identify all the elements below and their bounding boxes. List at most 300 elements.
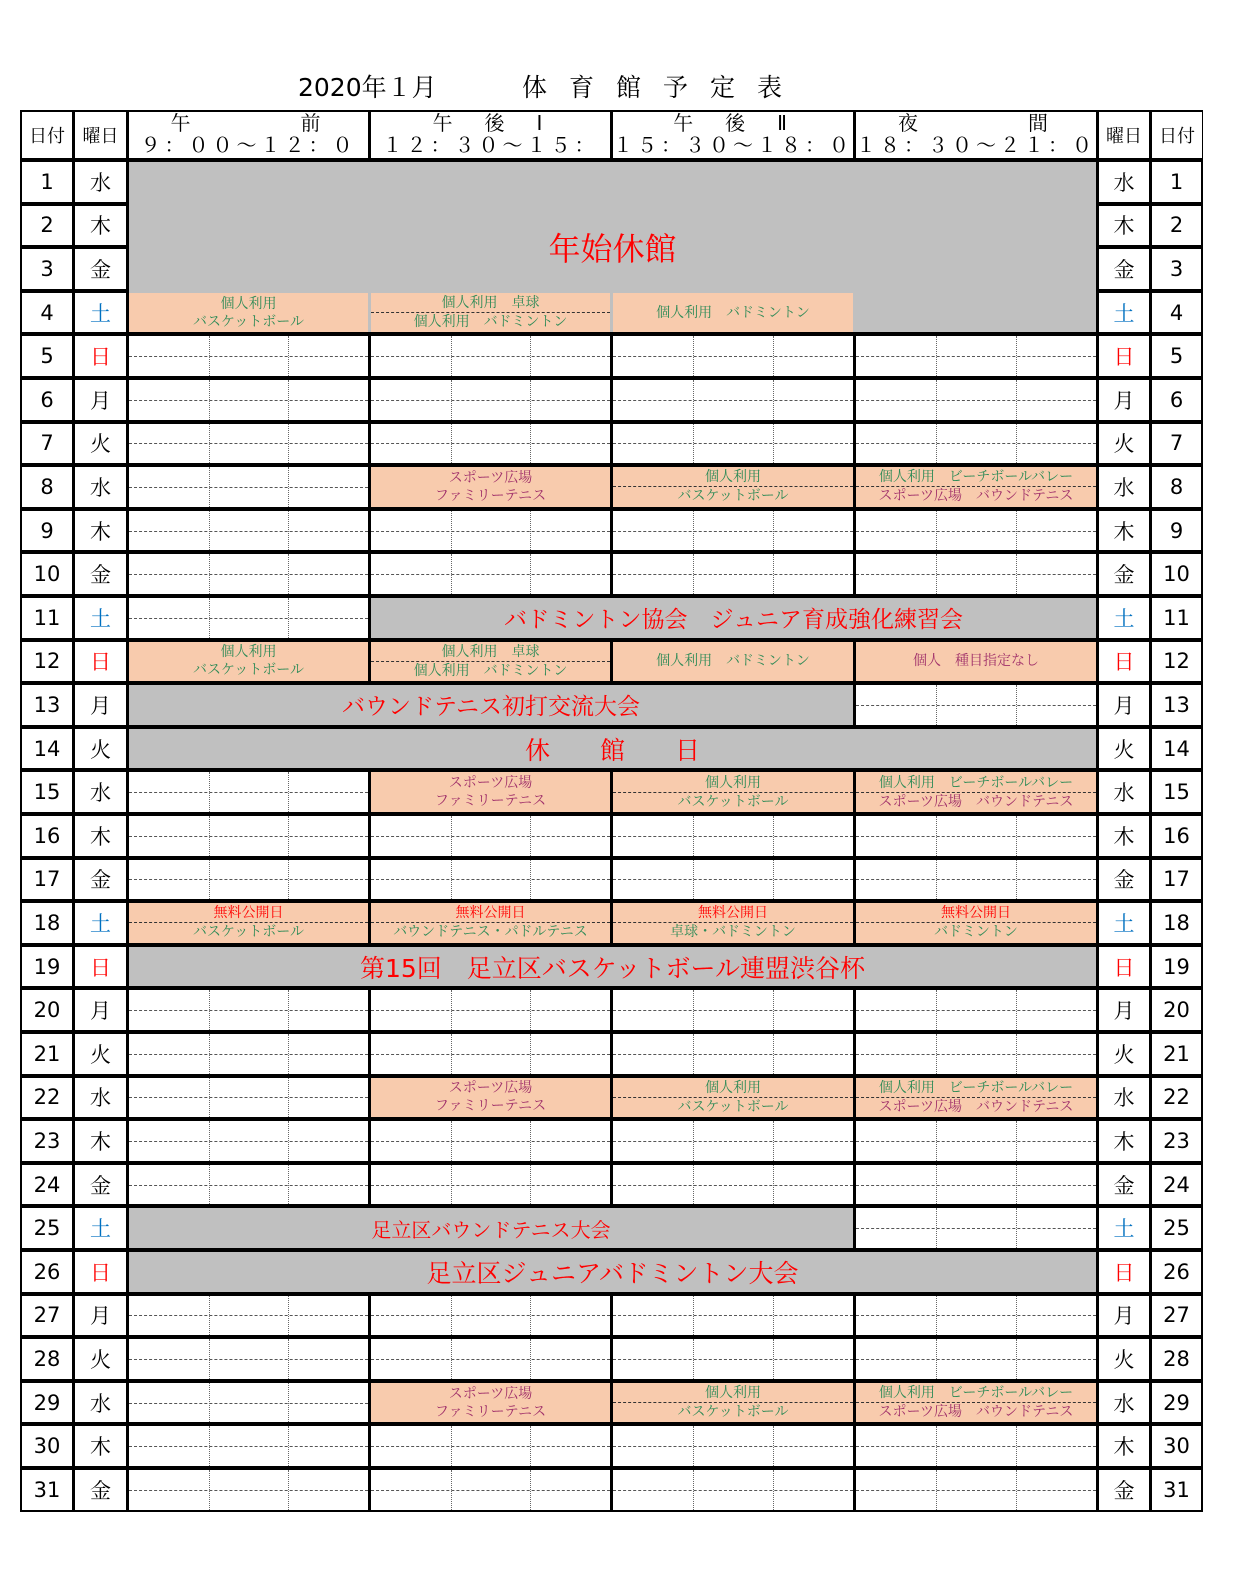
empty-slot [613, 990, 853, 1030]
slot-divider [371, 531, 610, 532]
day-of-week: 日 [75, 336, 126, 376]
day-of-week-right: 水 [1099, 162, 1149, 202]
empty-slot [613, 1121, 853, 1161]
slot-subdivider [451, 1339, 452, 1379]
slot-subdivider [451, 1165, 452, 1205]
empty-slot [129, 1121, 368, 1161]
day-of-week-right: 月 [1099, 990, 1149, 1030]
slot-subdivider [773, 990, 774, 1030]
empty-slot [129, 380, 368, 420]
slot-subdivider [209, 1296, 210, 1336]
slot-divider [371, 1141, 610, 1142]
slot-divider [613, 1315, 853, 1316]
slot-subdivider [1016, 990, 1017, 1030]
slot-subdivider [209, 467, 210, 507]
empty-slot [371, 1034, 610, 1074]
slot-divider [856, 1185, 1096, 1186]
slot-subdivider [1016, 511, 1017, 551]
empty-slot [856, 816, 1096, 856]
slot-divider [856, 531, 1096, 532]
slot-divider [129, 1359, 368, 1360]
slot-subdivider [773, 511, 774, 551]
day-number-right: 28 [1152, 1339, 1201, 1379]
event-text: 卓球・バドミントン [670, 924, 796, 941]
empty-slot [129, 336, 368, 376]
slot-subdivider [936, 816, 937, 856]
slot-divider [613, 1141, 853, 1142]
slot-subdivider [451, 1426, 452, 1466]
slot-subdivider [1016, 380, 1017, 420]
slot-time: １５：３０～１８：０ [613, 133, 853, 157]
slot-subdivider [693, 860, 694, 900]
day-of-week: 月 [75, 380, 126, 420]
slot-divider [129, 400, 368, 401]
day-number-right: 27 [1152, 1296, 1201, 1336]
header-slot-2 [371, 112, 610, 158]
slot-subdivider [288, 1383, 289, 1423]
event-text: スポーツ広場 [448, 1080, 533, 1097]
day-of-week: 土 [75, 598, 126, 638]
slot-subdivider [1016, 1121, 1017, 1161]
event-block: 年始休館 [129, 162, 1096, 332]
event-text: バウンドテニス・パドルテニス [393, 924, 588, 941]
day-number-right: 1 [1152, 162, 1201, 202]
empty-slot [856, 1339, 1096, 1379]
slot-subdivider [693, 990, 694, 1030]
day-of-week-right: 木 [1099, 816, 1149, 856]
slot-subdivider [288, 1339, 289, 1379]
slot-subdivider [936, 1034, 937, 1074]
empty-slot [371, 860, 610, 900]
slot-divider [856, 1490, 1096, 1491]
slot-subdivider [209, 860, 210, 900]
day-of-week-right: 月 [1099, 1296, 1149, 1336]
slot-subdivider [936, 554, 937, 594]
slot-subdivider [209, 1426, 210, 1466]
event-text: 個人利用 卓球 [371, 294, 610, 313]
day-of-week: 日 [75, 947, 126, 987]
event-slot [371, 642, 610, 682]
event-text: 個人利用 バドミントン [413, 662, 568, 679]
day-number: 3 [22, 249, 72, 289]
slot-subdivider [773, 554, 774, 594]
event-block: 足立区ジュニアバドミントン大会 [129, 1252, 1096, 1292]
slot-subdivider [288, 1034, 289, 1074]
slot-subdivider [451, 860, 452, 900]
day-number: 26 [22, 1252, 72, 1292]
empty-slot [856, 1426, 1096, 1466]
slot-subdivider [936, 1208, 937, 1248]
slot-divider [856, 1359, 1096, 1360]
event-slot [129, 642, 368, 682]
slot-subdivider [209, 1470, 210, 1510]
event-text: バスケットボール [677, 793, 789, 810]
slot-subdivider [773, 336, 774, 376]
empty-slot [371, 336, 610, 376]
slot-divider [129, 1097, 368, 1098]
empty-slot [613, 380, 853, 420]
empty-slot [371, 1426, 610, 1466]
empty-slot [856, 1121, 1096, 1161]
day-number-right: 12 [1152, 642, 1201, 682]
day-number-right: 30 [1152, 1426, 1201, 1466]
day-number: 12 [22, 642, 72, 682]
day-number: 25 [22, 1208, 72, 1248]
slot-divider [129, 1403, 368, 1404]
slot-subdivider [209, 990, 210, 1030]
slot-divider [371, 1315, 610, 1316]
slot-subdivider [209, 336, 210, 376]
event-slot [613, 772, 853, 812]
empty-slot [129, 511, 368, 551]
day-of-week-right: 日 [1099, 1252, 1149, 1292]
event-text: バスケットボール [192, 662, 305, 679]
empty-slot [856, 990, 1096, 1030]
empty-slot [613, 1296, 853, 1336]
slot-subdivider [530, 816, 531, 856]
event-slot [129, 293, 368, 333]
event-slot [613, 467, 853, 507]
slot-divider [371, 1010, 610, 1011]
slot-subdivider [1016, 816, 1017, 856]
day-number: 20 [22, 990, 72, 1030]
event-text: 無料公開日 [856, 904, 1096, 923]
slot-divider [371, 836, 610, 837]
day-of-week: 火 [75, 1339, 126, 1379]
day-number-right: 25 [1152, 1208, 1201, 1248]
day-number-right: 4 [1152, 293, 1201, 333]
slot-divider [129, 1490, 368, 1491]
slot-subdivider [209, 1339, 210, 1379]
event-slot [856, 1383, 1096, 1423]
slot-divider [613, 1359, 853, 1360]
empty-slot [613, 424, 853, 464]
day-of-week-right: 日 [1099, 336, 1149, 376]
day-of-week-right: 水 [1099, 467, 1149, 507]
day-number-right: 10 [1152, 554, 1201, 594]
slot-divider [129, 1315, 368, 1316]
day-of-week-right: 金 [1099, 554, 1149, 594]
header-date-right: 日付 [1152, 112, 1202, 158]
slot-subdivider [451, 424, 452, 464]
day-of-week: 木 [75, 511, 126, 551]
empty-slot [613, 1034, 853, 1074]
event-text: スポーツ広場 [448, 1385, 533, 1402]
slot-subdivider [773, 1034, 774, 1074]
slot-subdivider [936, 424, 937, 464]
day-number-right: 3 [1152, 249, 1201, 289]
slot-subdivider [451, 1121, 452, 1161]
empty-slot [371, 1339, 610, 1379]
empty-slot [129, 1426, 368, 1466]
slot-divider [856, 879, 1096, 880]
day-number: 30 [22, 1426, 72, 1466]
slot-divider [856, 1141, 1096, 1142]
day-of-week: 水 [75, 467, 126, 507]
day-number: 24 [22, 1165, 72, 1205]
slot-subdivider [209, 816, 210, 856]
slot-subdivider [936, 860, 937, 900]
empty-slot [856, 554, 1096, 594]
event-text: バスケットボール [677, 1404, 789, 1421]
day-number-right: 16 [1152, 816, 1201, 856]
slot-divider [129, 356, 368, 357]
slot-subdivider [530, 1470, 531, 1510]
day-number-right: 19 [1152, 947, 1201, 987]
slot-subdivider [530, 990, 531, 1030]
event-slot [856, 467, 1096, 507]
empty-slot [613, 1165, 853, 1205]
slot-subdivider [530, 1296, 531, 1336]
slot-divider [129, 1010, 368, 1011]
empty-slot [129, 1296, 368, 1336]
slot-subdivider [530, 1121, 531, 1161]
day-of-week: 水 [75, 162, 126, 202]
event-block: バウンドテニス初打交流大会 [129, 685, 853, 725]
day-of-week: 土 [75, 903, 126, 943]
slot-time: １８：３０～２１：０ [856, 133, 1096, 157]
slot-subdivider [693, 1470, 694, 1510]
slot-name: 午 後 Ⅰ [432, 111, 549, 135]
slot-subdivider [451, 1034, 452, 1074]
day-of-week: 月 [75, 685, 126, 725]
slot-subdivider [693, 1426, 694, 1466]
event-slot [371, 772, 610, 812]
slot-divider [371, 1185, 610, 1186]
slot-subdivider [530, 860, 531, 900]
slot-subdivider [693, 1165, 694, 1205]
day-of-week: 木 [75, 206, 126, 246]
slot-subdivider [773, 816, 774, 856]
slot-divider [856, 443, 1096, 444]
day-number-right: 18 [1152, 903, 1201, 943]
day-of-week-right: 土 [1099, 598, 1149, 638]
day-number: 11 [22, 598, 72, 638]
event-text: バスケットボール [677, 488, 789, 505]
empty-slot [129, 554, 368, 594]
slot-divider [856, 1446, 1096, 1447]
day-number: 19 [22, 947, 72, 987]
slot-subdivider [1016, 685, 1017, 725]
empty-slot [856, 511, 1096, 551]
day-of-week: 日 [75, 642, 126, 682]
empty-slot [371, 990, 610, 1030]
day-number-right: 22 [1152, 1078, 1201, 1118]
empty-slot [856, 1470, 1096, 1510]
slot-subdivider [1016, 1208, 1017, 1248]
day-of-week-right: 水 [1099, 1078, 1149, 1118]
slot-subdivider [288, 380, 289, 420]
slot-subdivider [693, 511, 694, 551]
slot-subdivider [451, 990, 452, 1030]
slot-divider [371, 1054, 610, 1055]
day-of-week: 水 [75, 1078, 126, 1118]
day-of-week: 火 [75, 1034, 126, 1074]
slot-subdivider [288, 1121, 289, 1161]
slot-subdivider [288, 990, 289, 1030]
event-text: 個人利用 [613, 468, 853, 487]
event-block: バドミントン協会 ジュニア育成強化練習会 [371, 598, 1096, 638]
day-number-right: 14 [1152, 729, 1201, 769]
slot-divider [613, 356, 853, 357]
slot-subdivider [209, 1034, 210, 1074]
empty-slot [613, 816, 853, 856]
slot-subdivider [451, 336, 452, 376]
day-of-week: 金 [75, 249, 126, 289]
header-slot-4 [856, 112, 1096, 158]
empty-slot [613, 1426, 853, 1466]
day-number: 27 [22, 1296, 72, 1336]
event-text: 個人利用 ビーチボールバレー [856, 774, 1096, 793]
event-text: 無料公開日 [371, 904, 610, 923]
day-number: 6 [22, 380, 72, 420]
slot-subdivider [693, 816, 694, 856]
slot-subdivider [288, 860, 289, 900]
day-number-right: 5 [1152, 336, 1201, 376]
day-number: 29 [22, 1383, 72, 1423]
slot-subdivider [1016, 1034, 1017, 1074]
day-number-right: 9 [1152, 511, 1201, 551]
slot-divider [129, 618, 368, 619]
slot-subdivider [288, 336, 289, 376]
slot-subdivider [936, 1470, 937, 1510]
day-number-right: 17 [1152, 860, 1201, 900]
day-number: 17 [22, 860, 72, 900]
day-number: 9 [22, 511, 72, 551]
slot-subdivider [209, 554, 210, 594]
title-month: 2020年１月 [298, 73, 437, 102]
slot-divider [856, 1228, 1096, 1229]
slot-divider [371, 574, 610, 575]
slot-subdivider [1016, 860, 1017, 900]
empty-slot [371, 424, 610, 464]
day-number: 8 [22, 467, 72, 507]
day-of-week-right: 土 [1099, 293, 1149, 333]
day-of-week-right: 日 [1099, 642, 1149, 682]
day-of-week-right: 金 [1099, 249, 1149, 289]
day-number-right: 15 [1152, 772, 1201, 812]
slot-subdivider [773, 1470, 774, 1510]
empty-slot [613, 1339, 853, 1379]
day-of-week: 土 [75, 1208, 126, 1248]
slot-subdivider [693, 1121, 694, 1161]
day-of-week: 土 [75, 293, 126, 333]
day-number-right: 20 [1152, 990, 1201, 1030]
day-of-week-right: 水 [1099, 1383, 1149, 1423]
empty-slot [856, 1208, 1096, 1248]
slot-divider [613, 400, 853, 401]
header-date: 日付 [22, 112, 72, 158]
slot-subdivider [209, 424, 210, 464]
slot-divider [129, 1446, 368, 1447]
empty-slot [371, 380, 610, 420]
slot-subdivider [773, 1426, 774, 1466]
slot-subdivider [1016, 336, 1017, 376]
day-number-right: 26 [1152, 1252, 1201, 1292]
event-slot [613, 1078, 853, 1118]
empty-slot [129, 1383, 368, 1423]
slot-subdivider [288, 424, 289, 464]
day-number: 16 [22, 816, 72, 856]
event-slot [856, 1078, 1096, 1118]
event-text: 個人利用 [613, 774, 853, 793]
day-number-right: 21 [1152, 1034, 1201, 1074]
day-number-right: 24 [1152, 1165, 1201, 1205]
empty-slot [856, 380, 1096, 420]
day-of-week-right: 火 [1099, 729, 1149, 769]
day-of-week-right: 月 [1099, 380, 1149, 420]
slot-name: 夜 間 [898, 111, 1054, 135]
slot-subdivider [530, 380, 531, 420]
day-of-week-right: 金 [1099, 860, 1149, 900]
slot-subdivider [530, 1426, 531, 1466]
empty-slot [371, 1165, 610, 1205]
day-number-right: 2 [1152, 206, 1201, 246]
event-slot [613, 642, 853, 682]
day-number-right: 29 [1152, 1383, 1201, 1423]
event-text: バスケットボール [192, 313, 305, 330]
day-of-week: 木 [75, 1426, 126, 1466]
slot-subdivider [936, 1339, 937, 1379]
day-of-week: 木 [75, 1121, 126, 1161]
slot-subdivider [288, 511, 289, 551]
slot-subdivider [451, 1470, 452, 1510]
day-of-week: 金 [75, 554, 126, 594]
event-text: スポーツ広場 バウンドテニス [878, 1404, 1074, 1421]
day-number: 2 [22, 206, 72, 246]
slot-divider [613, 879, 853, 880]
slot-subdivider [1016, 1470, 1017, 1510]
slot-time: １２：３０～１５： [382, 133, 599, 157]
slot-subdivider [288, 598, 289, 638]
slot-subdivider [288, 1078, 289, 1118]
day-number: 22 [22, 1078, 72, 1118]
empty-slot [613, 336, 853, 376]
slot-divider [613, 1185, 853, 1186]
slot-subdivider [288, 1165, 289, 1205]
slot-subdivider [773, 424, 774, 464]
slot-divider [856, 400, 1096, 401]
slot-subdivider [288, 467, 289, 507]
day-of-week: 月 [75, 1296, 126, 1336]
slot-subdivider [288, 1426, 289, 1466]
slot-subdivider [693, 554, 694, 594]
empty-slot [613, 511, 853, 551]
slot-subdivider [530, 336, 531, 376]
day-number-right: 31 [1152, 1470, 1201, 1510]
event-text: 個人利用 ビーチボールバレー [856, 1384, 1096, 1403]
slot-time: ９：００～１２：０ [140, 133, 357, 157]
day-of-week: 木 [75, 816, 126, 856]
slot-divider [129, 574, 368, 575]
slot-divider [371, 1446, 610, 1447]
slot-subdivider [936, 336, 937, 376]
empty-slot [129, 1165, 368, 1205]
slot-subdivider [209, 598, 210, 638]
day-of-week-right: 火 [1099, 1339, 1149, 1379]
day-number: 7 [22, 424, 72, 464]
slot-divider [129, 531, 368, 532]
event-text: ファミリーテニス [434, 487, 547, 504]
event-text: 個人利用 卓球 [371, 643, 610, 662]
slot-divider [129, 1185, 368, 1186]
day-number: 28 [22, 1339, 72, 1379]
day-of-week: 火 [75, 424, 126, 464]
day-number: 15 [22, 772, 72, 812]
day-number-right: 11 [1152, 598, 1201, 638]
event-text: 個人利用 [613, 1079, 853, 1098]
slot-divider [856, 1054, 1096, 1055]
